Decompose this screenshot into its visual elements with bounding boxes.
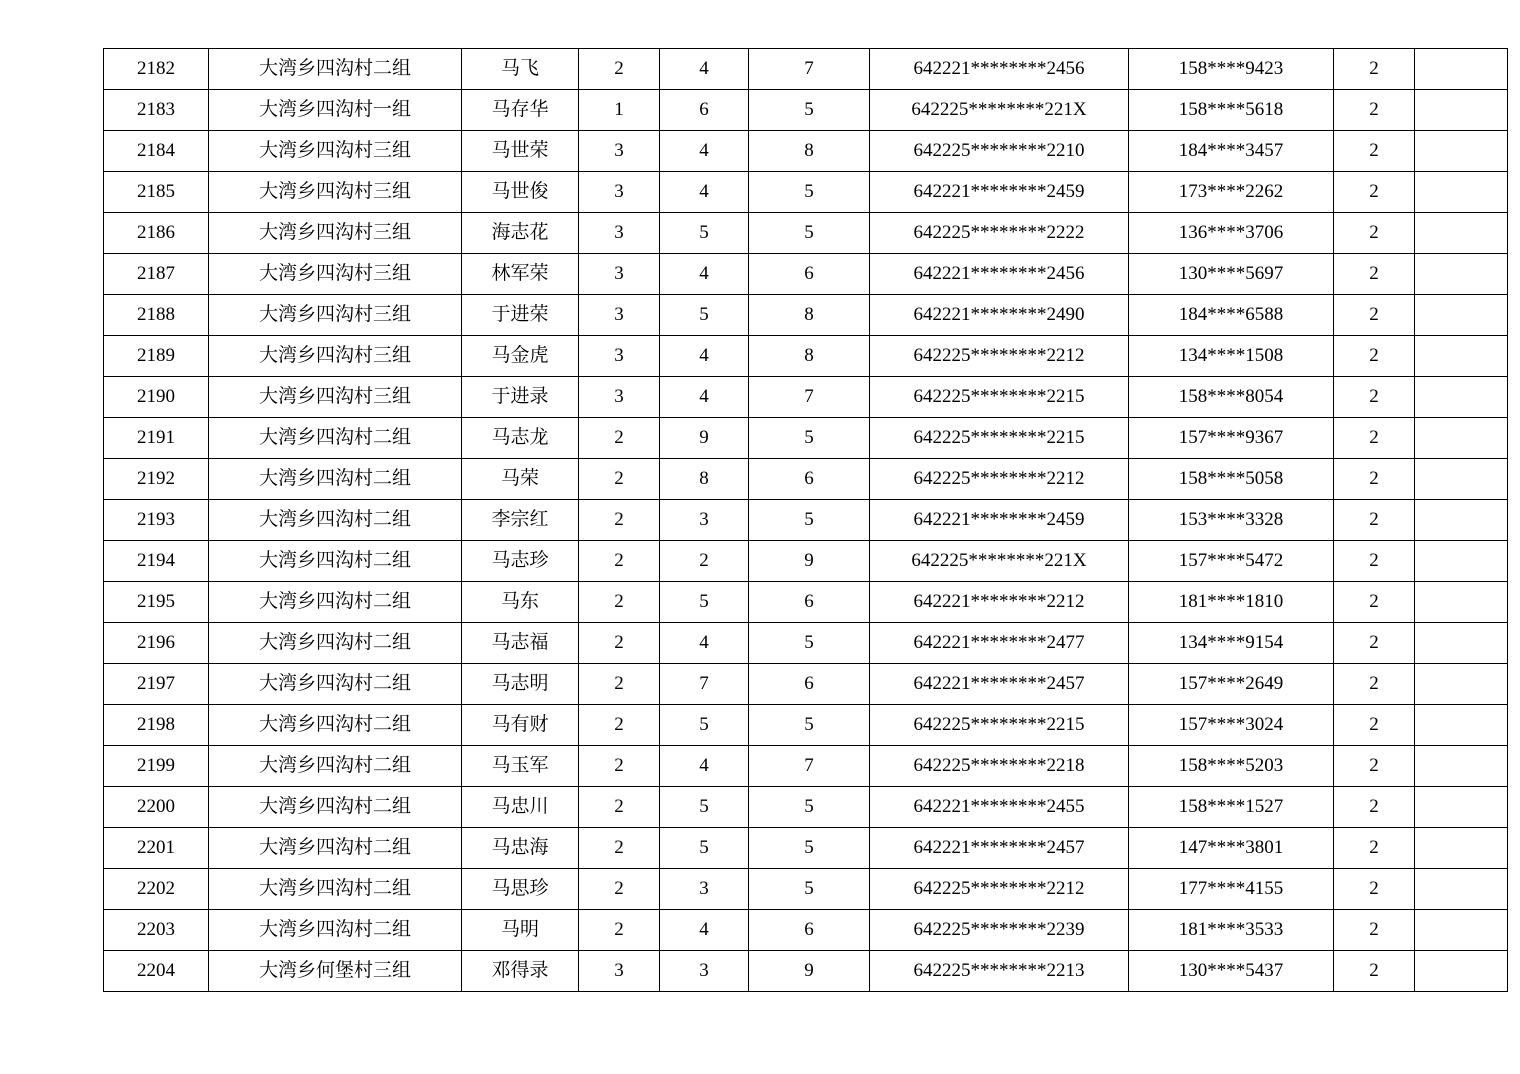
- cell-address: 大湾乡四沟村三组: [209, 172, 462, 213]
- cell-address: 大湾乡四沟村三组: [209, 295, 462, 336]
- cell-name: 马志明: [462, 664, 579, 705]
- cell-sequence: 2187: [104, 254, 209, 295]
- cell-number-3: 7: [749, 377, 870, 418]
- cell-count: 2: [1334, 459, 1415, 500]
- cell-sequence: 2203: [104, 910, 209, 951]
- cell-number-3: 9: [749, 951, 870, 992]
- cell-id-number: 642221********2457: [870, 828, 1129, 869]
- cell-blank: [1415, 90, 1508, 131]
- cell-count: 2: [1334, 869, 1415, 910]
- cell-name: 于进荣: [462, 295, 579, 336]
- cell-phone: 158****5058: [1129, 459, 1334, 500]
- cell-address: 大湾乡四沟村二组: [209, 541, 462, 582]
- cell-count: 2: [1334, 377, 1415, 418]
- cell-number-1: 3: [579, 172, 660, 213]
- cell-number-3: 5: [749, 213, 870, 254]
- cell-number-3: 6: [749, 459, 870, 500]
- cell-sequence: 2186: [104, 213, 209, 254]
- cell-sequence: 2195: [104, 582, 209, 623]
- cell-blank: [1415, 951, 1508, 992]
- cell-number-2: 4: [660, 336, 749, 377]
- cell-count: 2: [1334, 541, 1415, 582]
- cell-number-2: 5: [660, 828, 749, 869]
- cell-phone: 153****3328: [1129, 500, 1334, 541]
- table-row: [104, 90, 1508, 131]
- cell-number-2: 4: [660, 49, 749, 90]
- cell-sequence: 2198: [104, 705, 209, 746]
- cell-phone: 157****3024: [1129, 705, 1334, 746]
- table-row: [104, 213, 1508, 254]
- cell-number-1: 2: [579, 828, 660, 869]
- cell-id-number: 642225********2210: [870, 131, 1129, 172]
- cell-number-1: 3: [579, 295, 660, 336]
- cell-id-number: 642225********2212: [870, 869, 1129, 910]
- cell-sequence: 2200: [104, 787, 209, 828]
- cell-count: 2: [1334, 90, 1415, 131]
- table-row: [104, 295, 1508, 336]
- cell-count: 2: [1334, 336, 1415, 377]
- cell-number-3: 5: [749, 828, 870, 869]
- cell-phone: 184****6588: [1129, 295, 1334, 336]
- cell-name: 马明: [462, 910, 579, 951]
- cell-address: 大湾乡四沟村二组: [209, 828, 462, 869]
- table-row: [104, 254, 1508, 295]
- cell-address: 大湾乡四沟村三组: [209, 213, 462, 254]
- cell-number-1: 2: [579, 664, 660, 705]
- cell-count: 2: [1334, 828, 1415, 869]
- cell-name: 马思珍: [462, 869, 579, 910]
- cell-count: 2: [1334, 213, 1415, 254]
- cell-name: 马忠川: [462, 787, 579, 828]
- cell-number-2: 5: [660, 213, 749, 254]
- cell-address: 大湾乡何堡村三组: [209, 951, 462, 992]
- cell-phone: 158****8054: [1129, 377, 1334, 418]
- cell-phone: 157****2649: [1129, 664, 1334, 705]
- cell-number-2: 9: [660, 418, 749, 459]
- cell-phone: 157****5472: [1129, 541, 1334, 582]
- cell-number-3: 8: [749, 336, 870, 377]
- cell-count: 2: [1334, 951, 1415, 992]
- cell-number-1: 2: [579, 459, 660, 500]
- cell-number-1: 3: [579, 213, 660, 254]
- cell-phone: 184****3457: [1129, 131, 1334, 172]
- cell-number-1: 2: [579, 869, 660, 910]
- cell-number-2: 3: [660, 951, 749, 992]
- cell-number-2: 3: [660, 869, 749, 910]
- cell-sequence: 2196: [104, 623, 209, 664]
- cell-blank: [1415, 336, 1508, 377]
- cell-count: 2: [1334, 910, 1415, 951]
- cell-address: 大湾乡四沟村二组: [209, 500, 462, 541]
- cell-phone: 181****1810: [1129, 582, 1334, 623]
- cell-number-2: 4: [660, 131, 749, 172]
- cell-address: 大湾乡四沟村二组: [209, 910, 462, 951]
- cell-address: 大湾乡四沟村二组: [209, 746, 462, 787]
- cell-name: 海志花: [462, 213, 579, 254]
- cell-id-number: 642221********2459: [870, 172, 1129, 213]
- cell-number-3: 6: [749, 582, 870, 623]
- table-row: [104, 49, 1508, 90]
- cell-blank: [1415, 459, 1508, 500]
- cell-sequence: 2191: [104, 418, 209, 459]
- cell-id-number: 642225********221X: [870, 541, 1129, 582]
- cell-count: 2: [1334, 295, 1415, 336]
- cell-number-2: 8: [660, 459, 749, 500]
- cell-number-2: 6: [660, 90, 749, 131]
- cell-number-3: 5: [749, 90, 870, 131]
- cell-address: 大湾乡四沟村二组: [209, 787, 462, 828]
- table-row: [104, 746, 1508, 787]
- cell-blank: [1415, 705, 1508, 746]
- table-row: [104, 418, 1508, 459]
- cell-name: 马东: [462, 582, 579, 623]
- cell-number-2: 5: [660, 787, 749, 828]
- cell-id-number: 642225********2239: [870, 910, 1129, 951]
- cell-number-1: 3: [579, 951, 660, 992]
- table-row: [104, 131, 1508, 172]
- cell-number-3: 6: [749, 910, 870, 951]
- cell-blank: [1415, 664, 1508, 705]
- cell-number-2: 4: [660, 172, 749, 213]
- cell-phone: 181****3533: [1129, 910, 1334, 951]
- cell-number-1: 3: [579, 254, 660, 295]
- cell-sequence: 2184: [104, 131, 209, 172]
- cell-id-number: 642221********2477: [870, 623, 1129, 664]
- cell-phone: 130****5437: [1129, 951, 1334, 992]
- cell-id-number: 642221********2459: [870, 500, 1129, 541]
- cell-name: 林军荣: [462, 254, 579, 295]
- cell-sequence: 2188: [104, 295, 209, 336]
- cell-number-1: 1: [579, 90, 660, 131]
- cell-sequence: 2193: [104, 500, 209, 541]
- cell-id-number: 642225********2215: [870, 377, 1129, 418]
- cell-sequence: 2183: [104, 90, 209, 131]
- cell-count: 2: [1334, 49, 1415, 90]
- cell-number-1: 2: [579, 623, 660, 664]
- cell-name: 李宗红: [462, 500, 579, 541]
- cell-id-number: 642225********2212: [870, 336, 1129, 377]
- table-row: [104, 500, 1508, 541]
- cell-id-number: 642225********2215: [870, 418, 1129, 459]
- cell-number-1: 2: [579, 500, 660, 541]
- cell-number-3: 7: [749, 49, 870, 90]
- table-body: [104, 49, 1508, 992]
- cell-number-1: 3: [579, 377, 660, 418]
- cell-phone: 147****3801: [1129, 828, 1334, 869]
- cell-number-2: 4: [660, 377, 749, 418]
- cell-phone: 173****2262: [1129, 172, 1334, 213]
- cell-name: 马飞: [462, 49, 579, 90]
- cell-number-1: 2: [579, 49, 660, 90]
- cell-number-1: 2: [579, 910, 660, 951]
- cell-name: 马世荣: [462, 131, 579, 172]
- cell-number-3: 8: [749, 131, 870, 172]
- table-row: [104, 705, 1508, 746]
- cell-number-1: 2: [579, 541, 660, 582]
- cell-address: 大湾乡四沟村二组: [209, 49, 462, 90]
- cell-blank: [1415, 623, 1508, 664]
- cell-sequence: 2197: [104, 664, 209, 705]
- cell-name: 马金虎: [462, 336, 579, 377]
- cell-address: 大湾乡四沟村三组: [209, 254, 462, 295]
- cell-number-3: 6: [749, 254, 870, 295]
- cell-number-3: 5: [749, 500, 870, 541]
- cell-count: 2: [1334, 254, 1415, 295]
- cell-name: 马志福: [462, 623, 579, 664]
- cell-address: 大湾乡四沟村三组: [209, 336, 462, 377]
- cell-name: 马荣: [462, 459, 579, 500]
- cell-id-number: 642221********2457: [870, 664, 1129, 705]
- cell-number-2: 7: [660, 664, 749, 705]
- cell-address: 大湾乡四沟村一组: [209, 90, 462, 131]
- cell-number-2: 5: [660, 705, 749, 746]
- cell-address: 大湾乡四沟村三组: [209, 131, 462, 172]
- cell-id-number: 642221********2490: [870, 295, 1129, 336]
- cell-count: 2: [1334, 582, 1415, 623]
- cell-address: 大湾乡四沟村二组: [209, 582, 462, 623]
- cell-count: 2: [1334, 705, 1415, 746]
- cell-sequence: 2199: [104, 746, 209, 787]
- cell-number-1: 2: [579, 787, 660, 828]
- cell-number-1: 2: [579, 705, 660, 746]
- roster-table-container: [103, 48, 1417, 992]
- cell-number-3: 6: [749, 664, 870, 705]
- roster-table: [103, 48, 1508, 992]
- cell-number-1: 3: [579, 131, 660, 172]
- cell-address: 大湾乡四沟村二组: [209, 664, 462, 705]
- cell-id-number: 642225********221X: [870, 90, 1129, 131]
- cell-phone: 157****9367: [1129, 418, 1334, 459]
- cell-id-number: 642225********2212: [870, 459, 1129, 500]
- cell-blank: [1415, 910, 1508, 951]
- cell-sequence: 2190: [104, 377, 209, 418]
- cell-name: 马玉军: [462, 746, 579, 787]
- cell-blank: [1415, 295, 1508, 336]
- table-row: [104, 459, 1508, 500]
- cell-blank: [1415, 254, 1508, 295]
- cell-number-3: 7: [749, 746, 870, 787]
- cell-name: 马世俊: [462, 172, 579, 213]
- cell-number-2: 5: [660, 295, 749, 336]
- cell-number-3: 5: [749, 705, 870, 746]
- cell-phone: 177****4155: [1129, 869, 1334, 910]
- cell-count: 2: [1334, 664, 1415, 705]
- cell-blank: [1415, 787, 1508, 828]
- table-row: [104, 623, 1508, 664]
- cell-number-2: 4: [660, 254, 749, 295]
- cell-phone: 134****1508: [1129, 336, 1334, 377]
- cell-address: 大湾乡四沟村二组: [209, 623, 462, 664]
- cell-sequence: 2204: [104, 951, 209, 992]
- cell-phone: 158****9423: [1129, 49, 1334, 90]
- cell-number-1: 2: [579, 582, 660, 623]
- cell-name: 马有财: [462, 705, 579, 746]
- cell-sequence: 2194: [104, 541, 209, 582]
- cell-blank: [1415, 582, 1508, 623]
- cell-phone: 136****3706: [1129, 213, 1334, 254]
- cell-number-3: 8: [749, 295, 870, 336]
- table-row: [104, 910, 1508, 951]
- cell-name: 马忠海: [462, 828, 579, 869]
- table-row: [104, 787, 1508, 828]
- cell-sequence: 2185: [104, 172, 209, 213]
- cell-phone: 158****1527: [1129, 787, 1334, 828]
- cell-number-1: 3: [579, 336, 660, 377]
- cell-sequence: 2189: [104, 336, 209, 377]
- cell-blank: [1415, 377, 1508, 418]
- cell-blank: [1415, 746, 1508, 787]
- cell-number-3: 5: [749, 172, 870, 213]
- cell-name: 马存华: [462, 90, 579, 131]
- cell-number-2: 2: [660, 541, 749, 582]
- cell-address: 大湾乡四沟村二组: [209, 869, 462, 910]
- cell-name: 邓得录: [462, 951, 579, 992]
- cell-phone: 158****5203: [1129, 746, 1334, 787]
- cell-id-number: 642221********2456: [870, 49, 1129, 90]
- cell-id-number: 642225********2218: [870, 746, 1129, 787]
- cell-sequence: 2201: [104, 828, 209, 869]
- cell-blank: [1415, 418, 1508, 459]
- cell-name: 马志珍: [462, 541, 579, 582]
- cell-number-3: 5: [749, 623, 870, 664]
- cell-id-number: 642221********2456: [870, 254, 1129, 295]
- cell-sequence: 2202: [104, 869, 209, 910]
- cell-number-2: 4: [660, 910, 749, 951]
- cell-address: 大湾乡四沟村二组: [209, 459, 462, 500]
- cell-count: 2: [1334, 418, 1415, 459]
- cell-blank: [1415, 213, 1508, 254]
- table-row: [104, 869, 1508, 910]
- cell-name: 马志龙: [462, 418, 579, 459]
- cell-sequence: 2192: [104, 459, 209, 500]
- cell-number-1: 2: [579, 746, 660, 787]
- cell-number-2: 3: [660, 500, 749, 541]
- cell-address: 大湾乡四沟村二组: [209, 705, 462, 746]
- cell-blank: [1415, 828, 1508, 869]
- cell-sequence: 2182: [104, 49, 209, 90]
- table-row: [104, 541, 1508, 582]
- cell-id-number: 642225********2222: [870, 213, 1129, 254]
- table-row: [104, 828, 1508, 869]
- cell-blank: [1415, 500, 1508, 541]
- cell-phone: 158****5618: [1129, 90, 1334, 131]
- cell-phone: 130****5697: [1129, 254, 1334, 295]
- cell-blank: [1415, 172, 1508, 213]
- cell-id-number: 642221********2212: [870, 582, 1129, 623]
- cell-number-1: 2: [579, 418, 660, 459]
- table-row: [104, 172, 1508, 213]
- cell-count: 2: [1334, 623, 1415, 664]
- cell-id-number: 642225********2213: [870, 951, 1129, 992]
- cell-blank: [1415, 869, 1508, 910]
- cell-blank: [1415, 131, 1508, 172]
- cell-address: 大湾乡四沟村三组: [209, 377, 462, 418]
- table-row: [104, 582, 1508, 623]
- cell-number-3: 5: [749, 418, 870, 459]
- cell-count: 2: [1334, 787, 1415, 828]
- cell-phone: 134****9154: [1129, 623, 1334, 664]
- cell-count: 2: [1334, 746, 1415, 787]
- cell-count: 2: [1334, 131, 1415, 172]
- cell-id-number: 642225********2215: [870, 705, 1129, 746]
- cell-address: 大湾乡四沟村二组: [209, 418, 462, 459]
- cell-number-3: 5: [749, 869, 870, 910]
- cell-number-3: 5: [749, 787, 870, 828]
- cell-id-number: 642221********2455: [870, 787, 1129, 828]
- cell-count: 2: [1334, 500, 1415, 541]
- cell-number-2: 4: [660, 746, 749, 787]
- cell-blank: [1415, 49, 1508, 90]
- cell-number-2: 5: [660, 582, 749, 623]
- cell-blank: [1415, 541, 1508, 582]
- table-row: [104, 377, 1508, 418]
- table-row: [104, 664, 1508, 705]
- cell-number-3: 9: [749, 541, 870, 582]
- cell-number-2: 4: [660, 623, 749, 664]
- table-row: [104, 336, 1508, 377]
- cell-count: 2: [1334, 172, 1415, 213]
- cell-name: 于进录: [462, 377, 579, 418]
- table-row: [104, 951, 1508, 992]
